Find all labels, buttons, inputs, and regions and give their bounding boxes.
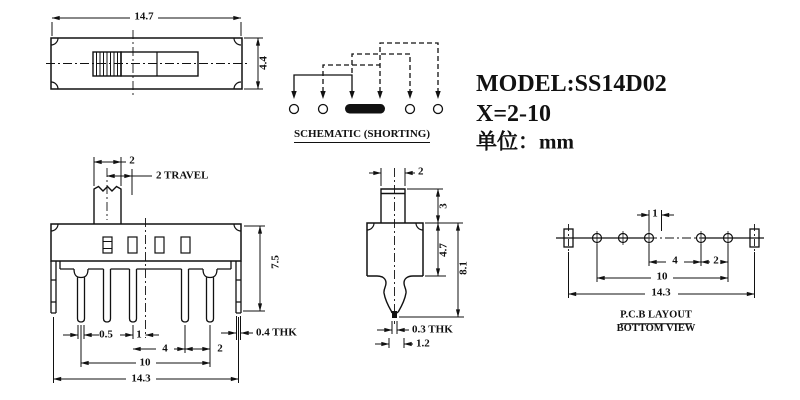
schematic-caption: SCHEMATIC (SHORTING) (294, 129, 430, 143)
front-view-linework (51, 154, 265, 383)
pcb-hole-span-dim: 10 (656, 270, 668, 283)
front-pitch-a-dim: 4 (162, 342, 168, 355)
side-knob-height-dim: 3 (437, 203, 450, 209)
front-leg-thickness-dim: 0.4 THK (256, 326, 297, 339)
side-tip-thickness-dim: 0.3 THK (412, 323, 453, 336)
solder-pin-tip (392, 311, 397, 318)
pcb-layout-linework (556, 207, 764, 298)
front-pin-width-dim: 0.5 (99, 328, 113, 341)
front-height-dim: 7.5 (269, 255, 282, 269)
front-travel-dim: 2 TRAVEL (156, 169, 209, 182)
front-pitch-b-dim: 2 (217, 342, 223, 355)
pcb-caption-line1: P.C.B LAYOUT (620, 310, 692, 324)
side-view-linework (367, 165, 464, 348)
front-knob-width-dim: 2 (129, 154, 135, 167)
schematic-arrowheads (291, 91, 440, 99)
pcb-pitch-a-dim: 4 (672, 254, 678, 267)
schematic-linework (290, 43, 443, 114)
variant-title: X=2-10 (476, 101, 551, 127)
pcb-hole-to-center-dim: 1 (652, 207, 658, 220)
top-view-width-dim: 14.7 (134, 10, 154, 23)
front-pin-span-dim: 10 (139, 356, 151, 369)
side-tip-width-dim: 1.2 (416, 337, 430, 350)
pcb-slot-span-dim: 14.3 (651, 286, 671, 299)
side-overall-height-dim: 8.1 (457, 261, 470, 275)
pcb-caption-line2: BOTTOM VIEW (616, 322, 696, 334)
side-body-height-dim: 4.7 (437, 243, 450, 257)
model-title: MODEL:SS14D02 (476, 71, 667, 97)
front-pin-to-center-dim: 1 (136, 328, 142, 341)
side-knob-width-dim: 2 (418, 165, 424, 178)
unit-title: 单位：mm (476, 129, 574, 154)
top-view-linework (46, 18, 263, 97)
pcb-pitch-b-dim: 2 (713, 254, 719, 267)
shorting-contact-bar (345, 104, 385, 114)
front-overall-width-dim: 14.3 (131, 372, 151, 385)
top-view-height-dim: 4.4 (257, 56, 270, 70)
